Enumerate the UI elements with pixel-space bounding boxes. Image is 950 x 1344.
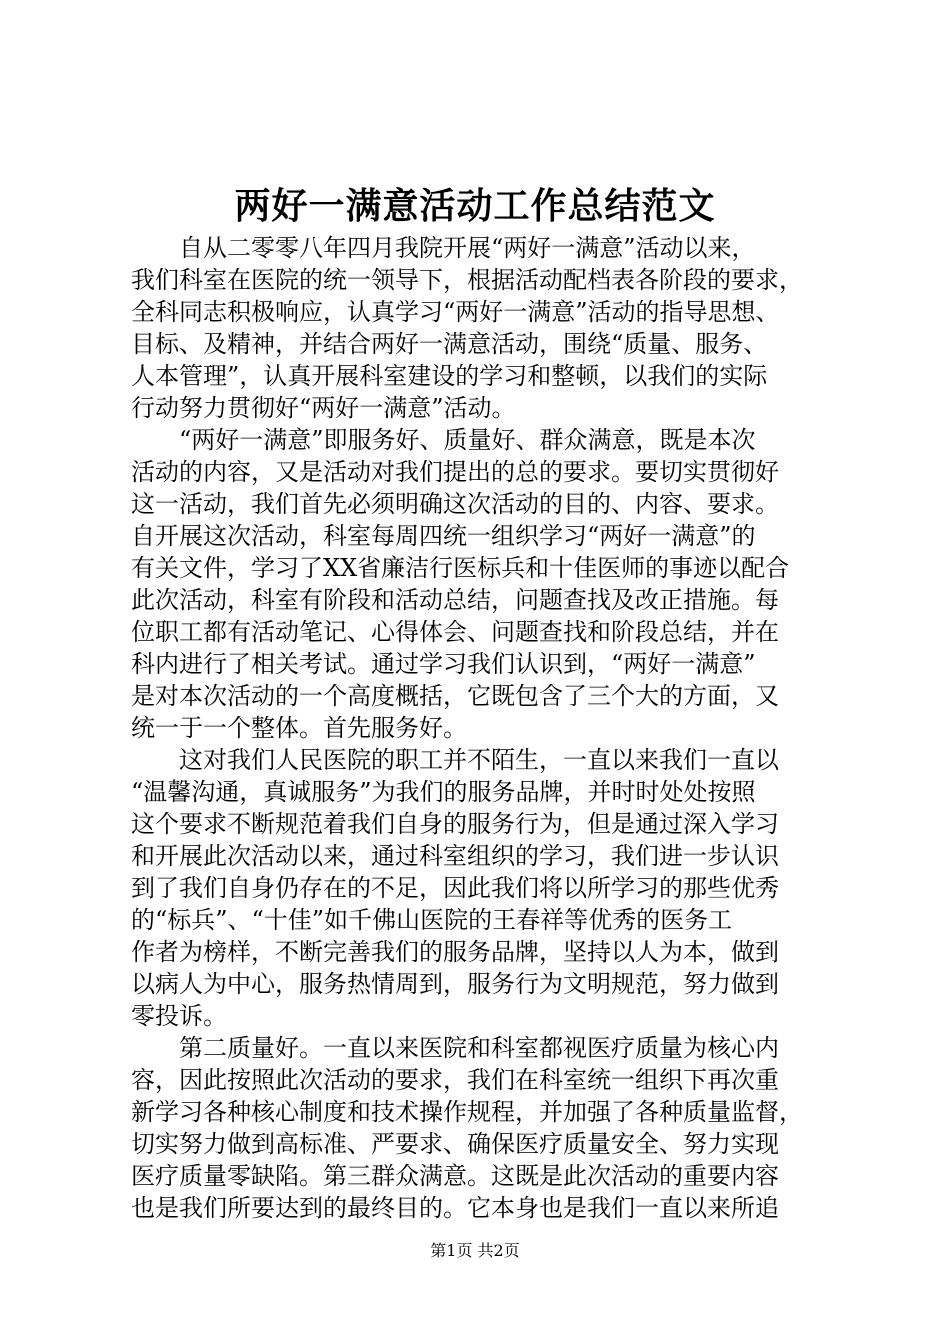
text-line: 新学习各种核心制度和技术操作规程，并加强了各种质量监督， [131, 1098, 803, 1126]
text-line: 位职工都有活动笔记、心得体会、问题查找和阶段总结，并在 [131, 618, 779, 646]
text-line: 医疗质量零缺陷。第三群众满意。这既是此次活动的重要内容 [131, 1162, 779, 1190]
text-line: 到了我们自身仍存在的不足，因此我们将以所学习的那些优秀 [131, 874, 779, 902]
text-line: 这个要求不断规范着我们自身的服务行为，但是通过深入学习 [131, 810, 779, 838]
text-line: 此次活动，科室有阶段和活动总结，问题查找及改正措施。每 [131, 586, 779, 614]
text-line: 容，因此按照此次活动的要求，我们在科室统一组织下再次重 [131, 1066, 779, 1094]
text-line: 和开展此次活动以来，通过科室组织的学习，我们进一步认识 [131, 842, 779, 870]
text-line: 自开展这次活动，科室每周四统一组织学习“两好一满意”的 [131, 522, 756, 550]
text-line: 行动努力贯彻好“两好一满意”活动。 [131, 394, 516, 422]
text-line: 统一于一个整体。首先服务好。 [131, 714, 467, 742]
text-line: 这对我们人民医院的职工并不陌生，一直以来我们一直以 [179, 746, 779, 774]
text-line: “温馨沟通，真诚服务”为我们的服务品牌，并时时处处按照 [131, 778, 756, 806]
text-line: 是对本次活动的一个高度概括，它既包含了三个大的方面，又 [131, 682, 779, 710]
text-line: 科内进行了相关考试。通过学习我们认识到，“两好一满意” [131, 650, 756, 678]
text-line: 的“标兵”、“十佳”如千佛山医院的王春祥等优秀的医务工 [131, 906, 733, 934]
text-line: 目标、及精神，并结合两好一满意活动，围绕“质量、服务、 [131, 330, 768, 358]
text-line: 切实努力做到高标准、严要求、确保医疗质量安全、努力实现 [131, 1130, 779, 1158]
text-line: 活动的内容，又是活动对我们提出的总的要求。要切实贯彻好 [131, 458, 779, 486]
text-line: 作者为榜样，不断完善我们的服务品牌，坚持以人为本，做到 [131, 938, 779, 966]
text-line: 人本管理”，认真开展科室建设的学习和整顿，以我们的实际 [131, 362, 768, 390]
text-line: 有关文件，学习了XX省廉洁行医标兵和十佳医师的事迹以配合 [131, 554, 790, 582]
text-line: 我们科室在医院的统一领导下，根据活动配档表各阶段的要求， [131, 266, 803, 294]
text-line: 零投诉。 [131, 1002, 227, 1030]
document-title: 两好一满意活动工作总结范文 [234, 185, 716, 227]
document-body [131, 232, 831, 1224]
page-number-footer: 第1页 共2页 [430, 1241, 520, 1260]
text-line: 自从二零零八年四月我院开展“两好一满意”活动以来， [179, 234, 756, 262]
text-line: 第二质量好。一直以来医院和科室都视医疗质量为核心内 [179, 1034, 779, 1062]
text-line: 这一活动，我们首先必须明确这次活动的目的、内容、要求。 [131, 490, 779, 518]
text-line: 也是我们所要达到的最终目的。它本身也是我们一直以来所追 [131, 1194, 779, 1222]
text-line: 以病人为中心，服务热情周到，服务行为文明规范，努力做到 [131, 970, 779, 998]
text-line: “两好一满意”即服务好、质量好、群众满意，既是本次 [179, 426, 756, 454]
text-line: 全科同志积极响应，认真学习“两好一满意”活动的指导思想、 [131, 298, 780, 326]
